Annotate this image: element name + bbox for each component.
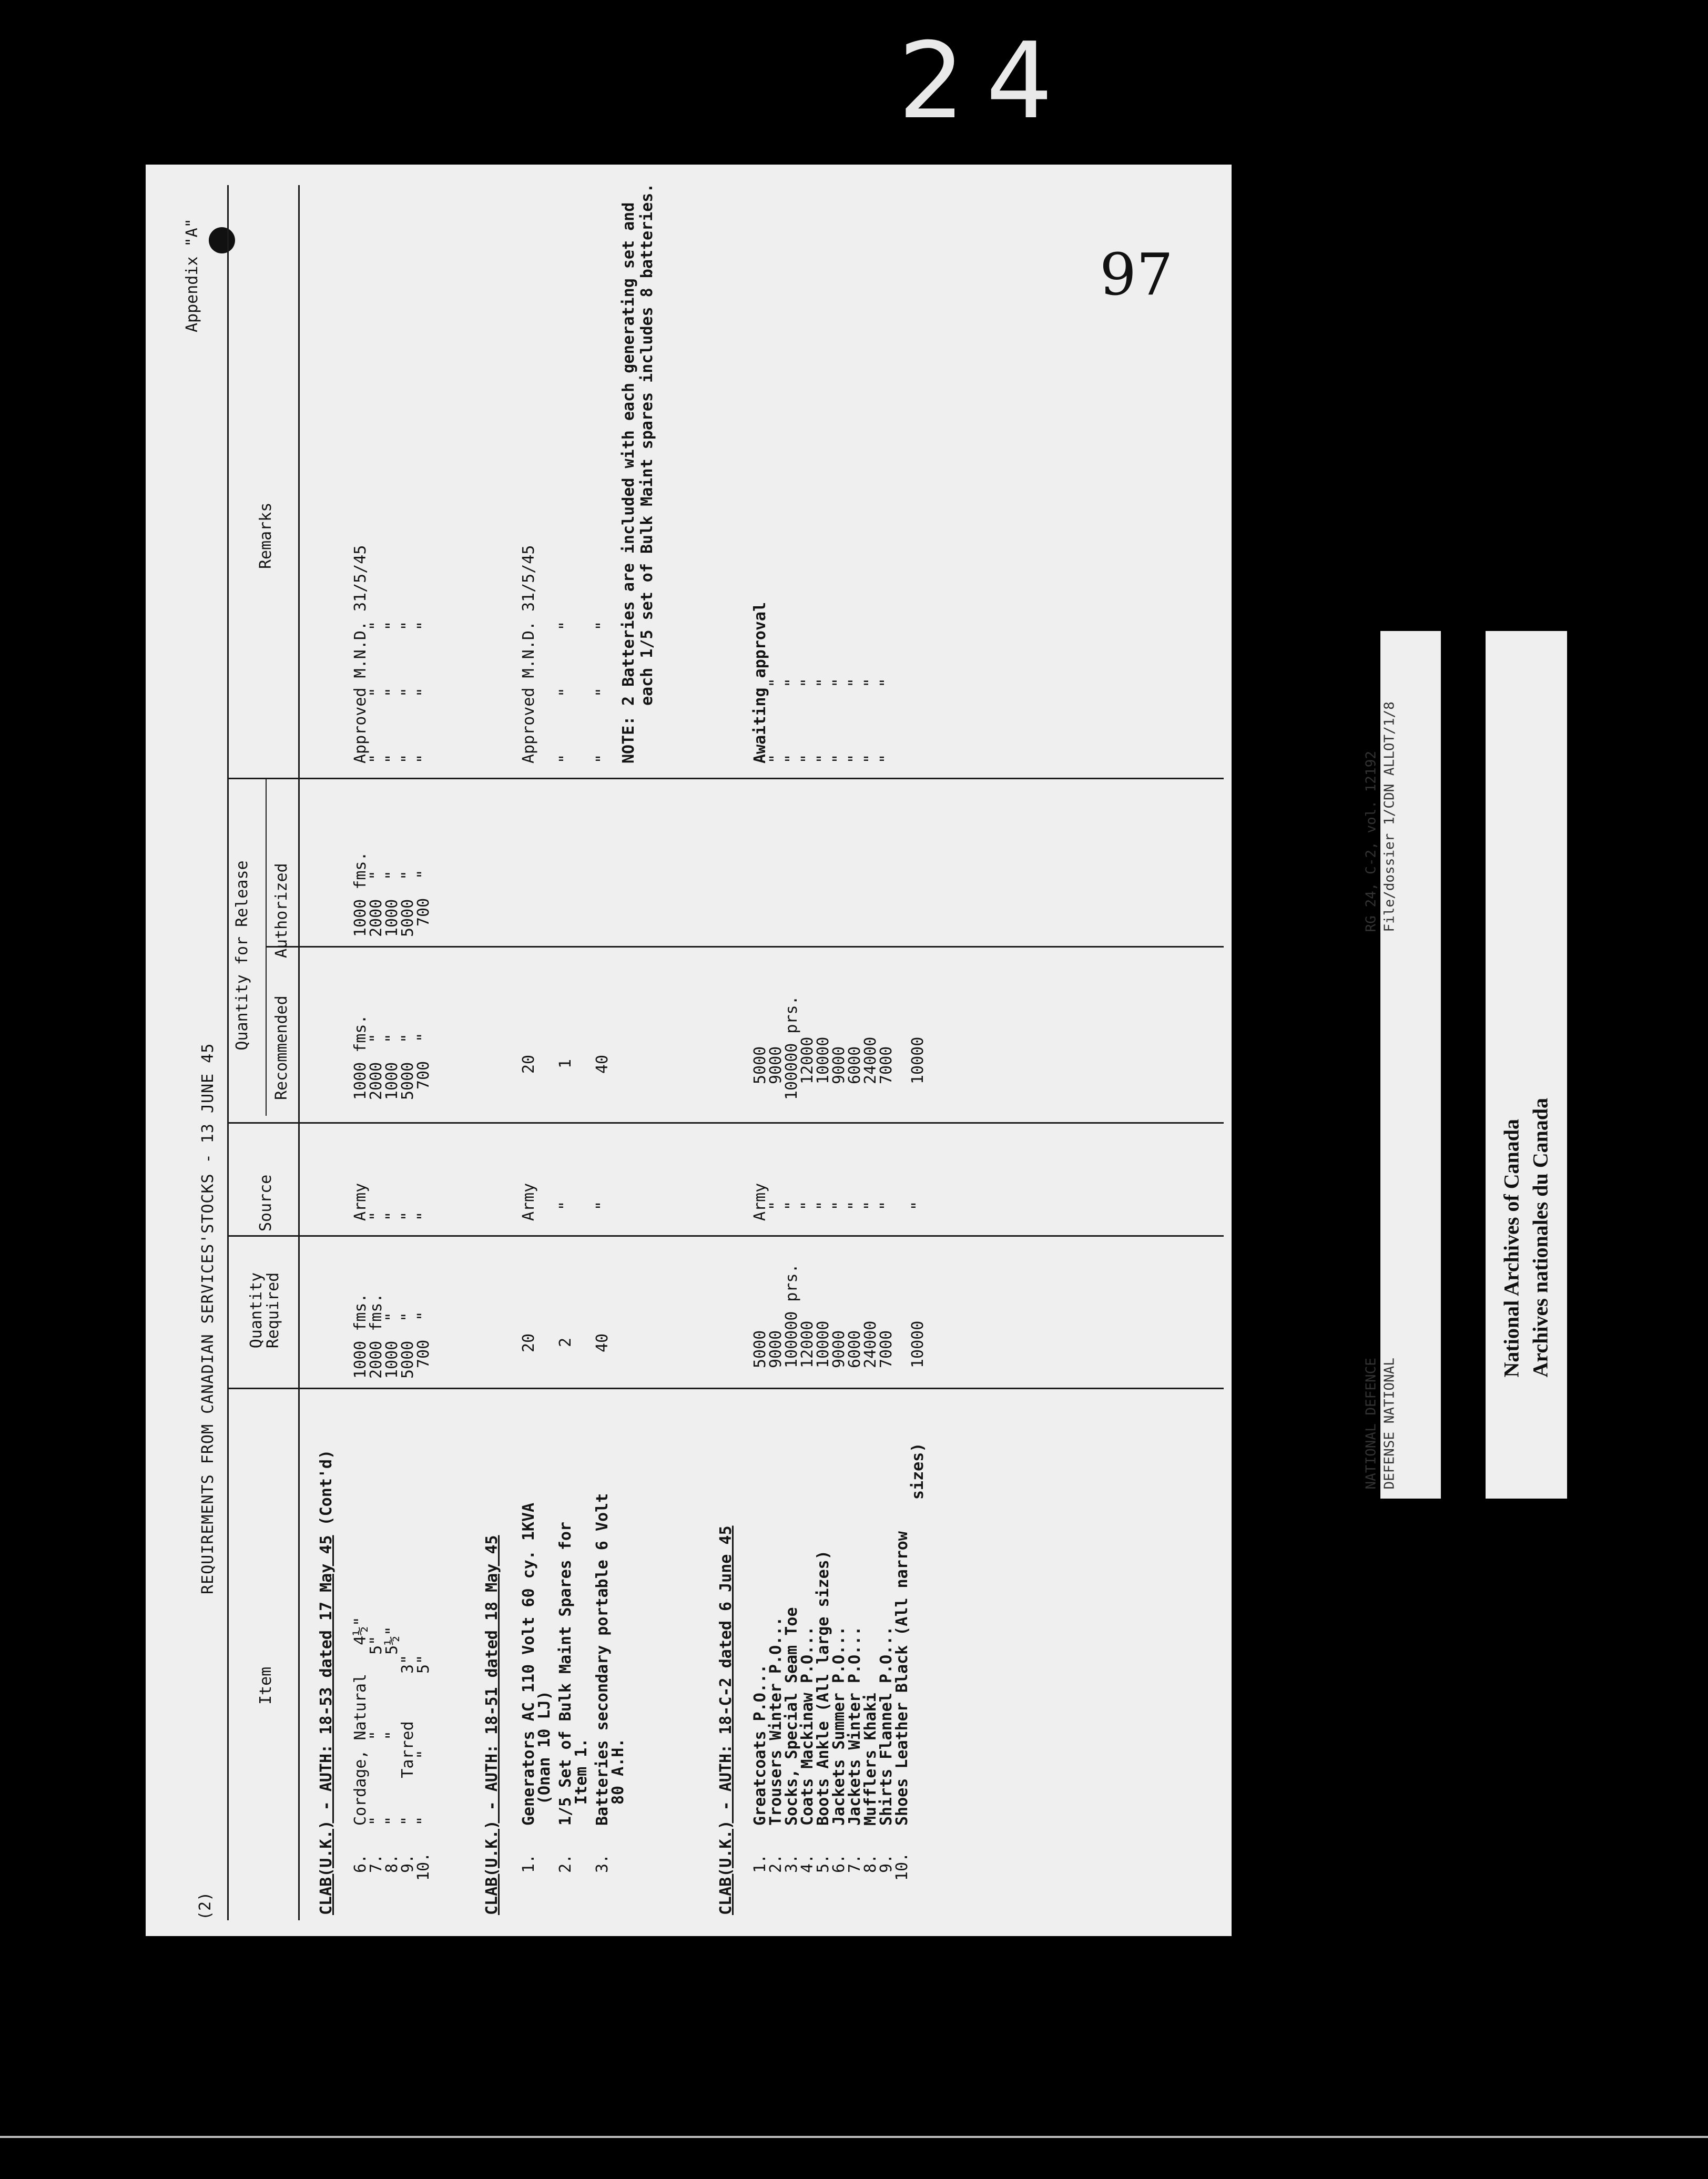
document-title: REQUIREMENTS FROM CANADIAN SERVICES'STOCKS - 13 JUNE 45 [199, 1043, 217, 1594]
row-remarks: " " [798, 678, 817, 763]
row-source: Army [520, 1183, 538, 1221]
row-num: 4. [798, 1854, 817, 1873]
row-source: " [798, 1200, 817, 1210]
label-line: NATIONAL DEFENCE [1363, 1358, 1379, 1490]
row-item: Jackets Summer P.O... [830, 1626, 848, 1826]
handwritten-page-number: 97 [1100, 241, 1173, 309]
row-remarks: " " " [383, 621, 401, 763]
row-authorized: 2000 " [367, 870, 385, 937]
row-remarks: " " " [414, 621, 433, 763]
nac-line-french: Archives nationales du Canada [1528, 1097, 1552, 1378]
table-rule-subheader [266, 779, 267, 1116]
row-source: " [782, 1200, 801, 1210]
archive-reference-text [1353, 638, 1414, 1505]
row-source: " [767, 1200, 785, 1210]
note-label: NOTE: [619, 716, 638, 763]
page-number: (2) [196, 1891, 215, 1920]
label-line: DEFENSE NATIONAL [1381, 1358, 1398, 1490]
row-recommended: 10000 [909, 1036, 927, 1084]
section-heading-suffix: (Cont'd) [317, 1449, 336, 1526]
table-rule-header [298, 185, 300, 1920]
row-item: Shoes Leather Black (All narrow [893, 1531, 911, 1826]
row-required: 10000 [909, 1320, 927, 1368]
col-divider-qty [227, 1235, 1224, 1237]
row-remarks: " " " [399, 621, 417, 763]
row-required: 100000 prs. [782, 1264, 801, 1368]
row-item-continued: 80 A.H. [609, 1738, 627, 1805]
row-remarks: Awaiting approval [751, 602, 769, 763]
col-header-source: Source [257, 1174, 275, 1231]
row-recommended: 1000 fms. [351, 1014, 370, 1100]
col-header-authorized: Authorized [272, 863, 291, 958]
row-remarks: " " [814, 678, 832, 763]
row-item: Cordage, Natural 4½" [351, 1616, 370, 1826]
row-num: 7. [846, 1854, 864, 1873]
row-num: 9. [399, 1854, 417, 1873]
row-required: 10000 [814, 1320, 832, 1368]
row-required: 1000 fms. [351, 1293, 370, 1379]
nac-line-english: National Archives of Canada [1499, 1118, 1523, 1378]
row-remarks: Approved M.N.D. 31/5/45 [351, 545, 370, 763]
row-item-continued: (Onan 10 LJ) [535, 1691, 554, 1805]
col-header-quantity-for-release: Quantity for Release [233, 860, 251, 1051]
row-item: Shirts Flannel P.O... [877, 1626, 896, 1826]
row-required: 5000 " [399, 1312, 417, 1379]
row-item: Generators AC 110 Volt 60 cy. 1KVA [520, 1502, 538, 1826]
section-heading: CLAB(U.K.) - AUTH: 18-51 dated 18 May 45 [483, 1535, 501, 1915]
row-recommended: 9000 [767, 1046, 785, 1084]
row-recommended: 100000 prs. [782, 995, 801, 1100]
row-recommended: 1000 " [383, 1033, 401, 1100]
row-remarks: " " [846, 678, 864, 763]
nac-label-text [1486, 631, 1568, 1499]
row-authorized: 1000 fms. [351, 851, 370, 937]
row-required: 2000 fms. [367, 1293, 385, 1379]
row-recommended: 5000 " [399, 1033, 417, 1100]
row-recommended: 24000 [861, 1036, 880, 1084]
row-item: Trousers Winter P.O... [767, 1616, 785, 1826]
row-num: 3. [782, 1854, 801, 1873]
row-source: " [877, 1200, 896, 1210]
row-item: Greatcoats P.O... [751, 1664, 769, 1826]
film-edge-line [0, 2136, 1708, 2138]
label-line: RG 24, C-2, vol. 12192 [1363, 751, 1379, 932]
row-item-continued: Item 1. [572, 1738, 591, 1805]
row-remarks: " " [861, 678, 880, 763]
row-required: 700 " [414, 1311, 433, 1368]
row-remarks: " " " [593, 621, 612, 763]
row-required: 7000 [877, 1330, 896, 1368]
row-required: 1000 " [383, 1312, 401, 1379]
appendix-label: Appendix "A" [183, 218, 201, 332]
row-recommended: 12000 [798, 1036, 817, 1084]
row-num: 10. [893, 1852, 911, 1881]
archive-reference-label [1363, 631, 1441, 1499]
row-item: Coats Mackinaw P.O... [798, 1626, 817, 1826]
section-heading: CLAB(U.K.) - AUTH: 18-C-2 dated 6 June 45 [717, 1525, 735, 1915]
row-source: " [383, 1211, 401, 1221]
row-source: " [556, 1200, 575, 1210]
row-required: 20 [520, 1333, 538, 1352]
row-item: Batteries secondary portable 6 Volt [593, 1493, 612, 1826]
row-remarks: " " [767, 678, 785, 763]
row-item: Socks, Special Seam Toe [782, 1607, 801, 1826]
row-num: 8. [861, 1854, 880, 1873]
row-source: " [593, 1200, 612, 1210]
row-remarks: Approved M.N.D. 31/5/45 [520, 545, 538, 763]
row-remarks: " " [877, 678, 896, 763]
row-required: 9000 [830, 1330, 848, 1368]
row-required: 9000 [767, 1330, 785, 1368]
row-required: 40 [593, 1333, 612, 1352]
section-heading [317, 1450, 337, 1915]
note-line: 2 Batteries are included with each generating set and [619, 202, 638, 706]
row-item: " " 5½" [383, 1626, 401, 1826]
row-num: 6. [351, 1854, 370, 1873]
col-divider-authorized [227, 778, 1224, 779]
col-divider-item [227, 1388, 1224, 1389]
row-required: 12000 [798, 1320, 817, 1368]
col-header-recommended: Recommended [272, 995, 291, 1100]
nac-label [1486, 631, 1567, 1499]
row-recommended: 9000 [830, 1046, 848, 1084]
row-num: 6. [830, 1854, 848, 1873]
row-authorized: 700 " [414, 869, 433, 926]
row-item: " " 5" [414, 1654, 433, 1826]
row-source: " [846, 1200, 864, 1210]
row-num: 1. [520, 1854, 538, 1873]
col-header-remarks: Remarks [257, 502, 275, 569]
row-source: " [399, 1211, 417, 1221]
row-source: " [861, 1200, 880, 1210]
row-source: " [909, 1200, 927, 1210]
row-required: 24000 [861, 1320, 880, 1368]
col-divider-recommended [266, 946, 1224, 948]
row-num: 10. [414, 1852, 433, 1881]
col-header-quantity-required [248, 1242, 282, 1379]
row-remarks: " " [782, 678, 801, 763]
row-recommended: 40 [593, 1054, 612, 1074]
row-item: Mufflers Khaki [861, 1693, 880, 1826]
row-num: 3. [593, 1854, 612, 1873]
row-num: 1. [751, 1854, 769, 1873]
row-remarks: " " " [556, 621, 575, 763]
row-item: " Tarred 3" [399, 1654, 417, 1826]
row-recommended: 6000 [846, 1046, 864, 1084]
row-item: Boots Ankle (All large sizes) [814, 1550, 832, 1826]
row-source: " [814, 1200, 832, 1210]
row-recommended: 5000 [751, 1046, 769, 1084]
row-source: Army [351, 1183, 370, 1221]
row-remarks: " " " [367, 621, 385, 763]
row-source: Army [751, 1183, 769, 1221]
row-recommended: 700 " [414, 1032, 433, 1090]
col-header-item: Item [257, 1666, 275, 1705]
row-source: " [830, 1200, 848, 1210]
section-heading-text: CLAB(U.K.) - AUTH: 18-53 dated 17 May 45 [317, 1535, 336, 1915]
row-required: 5000 [751, 1330, 769, 1368]
row-item: Jackets Winter P.O... [846, 1626, 864, 1826]
frame-number: 24 [898, 20, 1074, 142]
row-authorized: 5000 " [399, 870, 417, 937]
row-item: 1/5 Set of Bulk Maint Spares for [556, 1522, 575, 1826]
row-required: 2 [556, 1337, 575, 1347]
row-num: 5. [814, 1854, 832, 1873]
document-content [146, 165, 1232, 1936]
row-num: 2. [767, 1854, 785, 1873]
note-line: each 1/5 set of Bulk Maint spares includes 8 batteries. [638, 183, 656, 706]
row-num: 9. [877, 1854, 896, 1873]
row-recommended: 2000 " [367, 1033, 385, 1100]
row-num: 7. [367, 1854, 385, 1873]
row-item-continued: sizes) [909, 1442, 927, 1500]
table-rule-top [227, 185, 229, 1920]
label-line: File/dossier 1/CDN ALLOT/1/8 [1381, 701, 1398, 932]
row-remarks: " " [830, 678, 848, 763]
ink-blot [209, 227, 235, 253]
row-authorized: 1000 " [383, 870, 401, 937]
document-page [146, 165, 1232, 1936]
col-divider-source [227, 1122, 1224, 1124]
row-num: 8. [383, 1854, 401, 1873]
row-source: " [414, 1211, 433, 1221]
col-header-quantity-line1: Quantity [247, 1272, 266, 1349]
col-header-quantity-line2: Required [264, 1272, 282, 1349]
row-recommended: 20 [520, 1054, 538, 1074]
row-recommended: 1 [556, 1058, 575, 1068]
row-item: " " 5" [367, 1635, 385, 1826]
row-source: " [367, 1211, 385, 1221]
row-required: 6000 [846, 1330, 864, 1368]
row-num: 2. [556, 1854, 575, 1873]
row-recommended: 7000 [877, 1046, 896, 1084]
row-recommended: 10000 [814, 1036, 832, 1084]
